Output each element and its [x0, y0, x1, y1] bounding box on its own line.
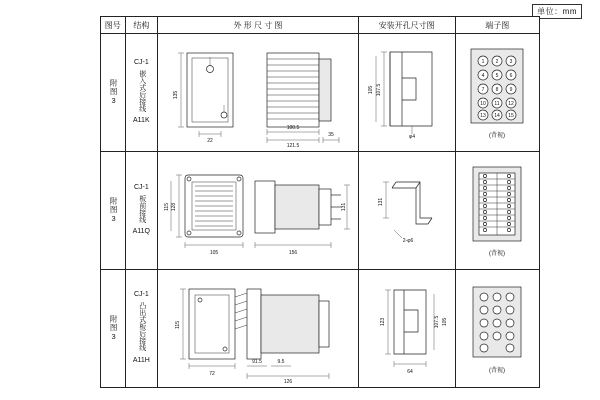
svg-text:135: 135: [172, 90, 179, 99]
svg-text:4: 4: [481, 72, 485, 79]
header-outline: 外 形 尺 寸 图: [158, 17, 359, 34]
svg-text:1: 1: [481, 58, 485, 65]
row2-structure: [126, 184, 158, 237]
row1-fig-no-cell: [101, 34, 126, 152]
row2-structure-code: CJ-1: [133, 183, 149, 191]
svg-text:123: 123: [379, 317, 386, 326]
row1-fig-no: 附图3: [109, 79, 119, 106]
row3-hole-cell: [358, 270, 455, 388]
svg-text:5: 5: [495, 72, 499, 79]
row3-structure: [126, 291, 158, 365]
table-row: [101, 152, 540, 270]
row1-structure-model: A11K: [133, 117, 150, 125]
svg-text:121.5: 121.5: [286, 142, 300, 149]
row3-structure-code: CJ-1: [133, 291, 149, 299]
row3-hole-drawing: [360, 274, 454, 384]
table-row: [101, 270, 540, 388]
svg-text:8: 8: [495, 86, 499, 93]
header-fig-no: 图号: [101, 17, 126, 34]
row2-structure-model: A11Q: [132, 228, 151, 236]
svg-text:105: 105: [441, 317, 448, 326]
svg-text:156: 156: [288, 249, 298, 256]
row2-hole-cell: [358, 152, 455, 270]
row3-terminal-note-svg: (背视): [489, 367, 506, 374]
svg-text:131: 131: [377, 197, 384, 206]
header-hole: 安装开孔尺寸图: [358, 17, 455, 34]
row1-hole-drawing: [360, 38, 454, 148]
svg-text:72: 72: [209, 370, 215, 377]
row2-structure-cell: [125, 152, 158, 270]
svg-text:105: 105: [367, 85, 374, 94]
svg-text:35: 35: [328, 131, 334, 138]
row3-fig-no: 附图3: [109, 315, 119, 342]
header-terminal: 端子图: [455, 17, 539, 34]
svg-text:115: 115: [163, 202, 170, 211]
svg-text:15: 15: [508, 112, 515, 119]
svg-text:14: 14: [494, 112, 501, 119]
svg-text:128: 128: [170, 202, 177, 211]
svg-text:22: 22: [207, 137, 213, 144]
row3-structure-text: 凸出式板后接线: [138, 302, 146, 352]
row2-outline-cell: [158, 152, 359, 270]
svg-text:131: 131: [340, 202, 347, 211]
row3-outline-cell: [158, 270, 359, 388]
svg-text:3: 3: [509, 58, 513, 65]
row3-outline-drawing: [159, 273, 357, 385]
row3-structure-cell: [125, 270, 158, 388]
svg-text:6: 6: [509, 72, 513, 79]
svg-text:13: 13: [480, 112, 487, 119]
svg-text:105: 105: [209, 249, 219, 256]
svg-text:126: 126: [283, 378, 293, 385]
specification-table: [100, 16, 540, 388]
row2-terminal-drawing: [457, 159, 537, 263]
svg-text:7: 7: [481, 86, 485, 93]
svg-text:φ4: φ4: [408, 133, 415, 140]
row2-outline-drawing: [159, 155, 357, 267]
row1-structure: [126, 59, 158, 126]
svg-text:107.5: 107.5: [433, 315, 440, 328]
row1-terminal-cell: [455, 34, 539, 152]
svg-text:2: 2: [495, 58, 499, 65]
row2-structure-text: 板前接线: [138, 194, 146, 223]
row2-terminal-note-svg: (背视): [489, 250, 506, 257]
svg-text:9: 9: [509, 86, 513, 93]
row1-structure-cell: [125, 34, 158, 152]
svg-text:9.5: 9.5: [277, 358, 285, 365]
row1-terminal-drawing: [457, 41, 537, 145]
row1-structure-text: 嵌入式后接线: [138, 69, 146, 112]
row1-terminal-note-svg: (背视): [489, 132, 506, 139]
svg-text:11: 11: [494, 100, 500, 107]
row3-fig-no-cell: [101, 270, 126, 388]
svg-text:115: 115: [174, 320, 181, 329]
svg-text:10: 10: [480, 100, 487, 107]
row1-structure-code: CJ-1: [133, 58, 149, 66]
svg-text:12: 12: [508, 100, 515, 107]
unit-note: 单位：mm: [532, 4, 582, 19]
row2-terminal-cell: [455, 152, 539, 270]
row2-hole-drawing: [360, 156, 454, 266]
row3-structure-model: A11H: [132, 356, 150, 364]
row2-fig-no: 附图3: [109, 197, 119, 224]
row3-terminal-cell: [455, 270, 539, 388]
row1-outline-drawing: [159, 37, 357, 149]
svg-text:100.5: 100.5: [286, 124, 300, 131]
svg-text:107.5: 107.5: [375, 83, 382, 96]
svg-text:64: 64: [406, 368, 413, 375]
row3-terminal-drawing: [457, 277, 537, 381]
svg-text:91.5: 91.5: [252, 358, 262, 365]
table-row: [101, 34, 540, 152]
row1-hole-cell: [358, 34, 455, 152]
row1-outline-cell: [158, 34, 359, 152]
header-structure: 结构: [125, 17, 158, 34]
svg-text:2-φ6: 2-φ6: [402, 237, 413, 244]
row2-fig-no-cell: [101, 152, 126, 270]
table-header-row: [101, 17, 540, 34]
